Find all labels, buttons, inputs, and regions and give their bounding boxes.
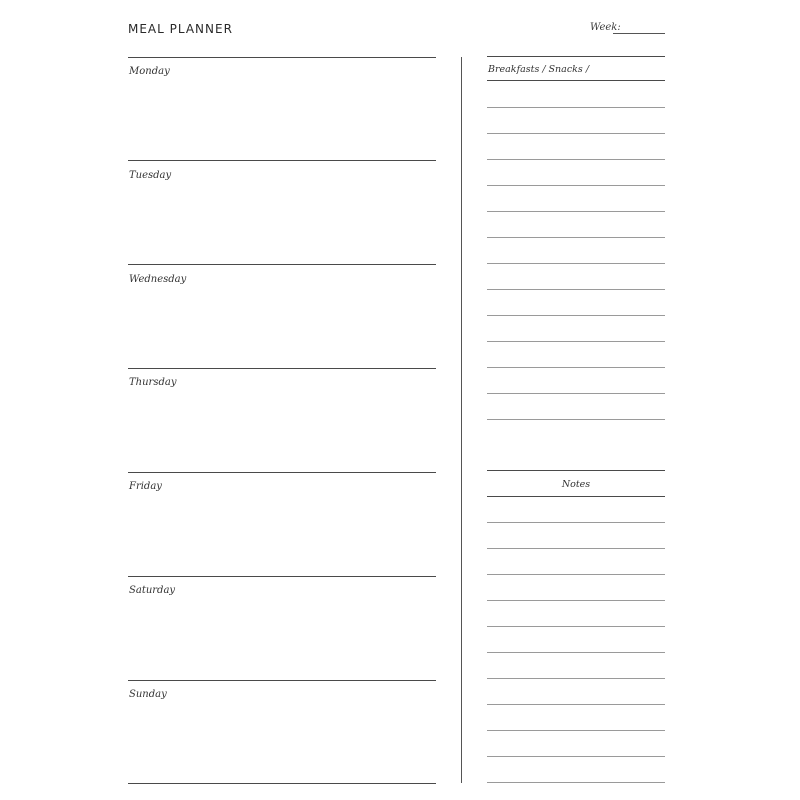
notes-line[interactable]	[487, 756, 665, 757]
week-field-line[interactable]	[613, 33, 665, 34]
thursday-top-rule	[128, 368, 436, 369]
notes-line[interactable]	[487, 730, 665, 731]
breakfast-line[interactable]	[487, 367, 665, 368]
breakfast-line[interactable]	[487, 341, 665, 342]
day-label-sunday: Sunday	[129, 689, 167, 700]
breakfast-line[interactable]	[487, 159, 665, 160]
saturday-top-rule	[128, 576, 436, 577]
day-label-wednesday: Wednesday	[129, 274, 187, 285]
notes-line[interactable]	[487, 522, 665, 523]
friday-top-rule	[128, 472, 436, 473]
notes-line[interactable]	[487, 782, 665, 783]
breakfast-line[interactable]	[487, 419, 665, 420]
notes-line[interactable]	[487, 704, 665, 705]
breakfasts-snacks-label: Breakfasts / Snacks /	[488, 64, 590, 75]
notes-line[interactable]	[487, 678, 665, 679]
wednesday-top-rule	[128, 264, 436, 265]
day-label-thursday: Thursday	[129, 377, 177, 388]
day-label-tuesday: Tuesday	[129, 170, 172, 181]
sunday-bottom-rule	[128, 783, 436, 784]
notes-line[interactable]	[487, 574, 665, 575]
tuesday-top-rule	[128, 160, 436, 161]
notes-line[interactable]	[487, 626, 665, 627]
breakfast-line[interactable]	[487, 393, 665, 394]
column-divider	[461, 57, 462, 783]
notes-line[interactable]	[487, 652, 665, 653]
day-label-saturday: Saturday	[129, 585, 176, 596]
notes-header-rule	[487, 496, 665, 497]
breakfast-line[interactable]	[487, 133, 665, 134]
notes-line[interactable]	[487, 548, 665, 549]
breakfast-line[interactable]	[487, 107, 665, 108]
notes-label: Notes	[561, 479, 591, 490]
monday-top-rule	[128, 57, 436, 58]
breakfast-line[interactable]	[487, 211, 665, 212]
breakfast-line[interactable]	[487, 237, 665, 238]
page-title: MEAL PLANNER	[128, 22, 233, 36]
day-label-monday: Monday	[129, 66, 170, 77]
breakfast-line[interactable]	[487, 289, 665, 290]
breakfast-line[interactable]	[487, 315, 665, 316]
notes-top-rule	[487, 470, 665, 471]
week-label: Week:	[590, 22, 621, 33]
notes-line[interactable]	[487, 600, 665, 601]
breakfast-line[interactable]	[487, 263, 665, 264]
day-label-friday: Friday	[129, 481, 162, 492]
breakfasts-top-rule	[487, 56, 665, 57]
breakfast-line[interactable]	[487, 185, 665, 186]
breakfasts-header-rule	[487, 80, 665, 81]
sunday-top-rule	[128, 680, 436, 681]
